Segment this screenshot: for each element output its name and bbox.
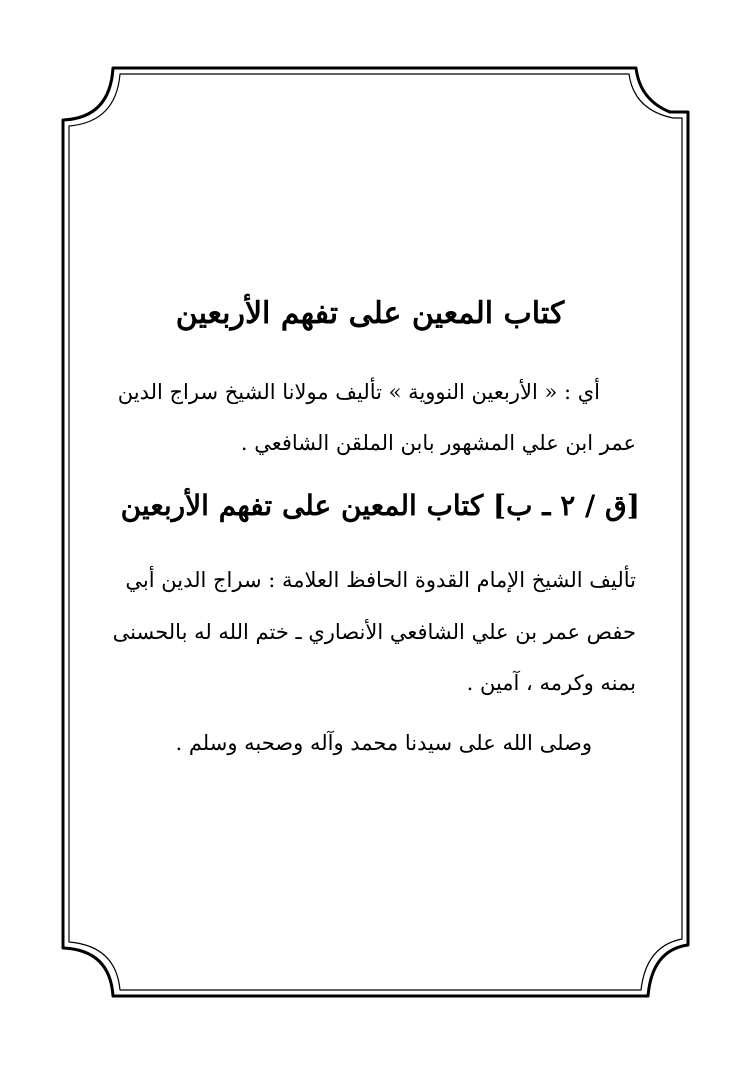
border-inner [69,74,682,990]
book-title: كتاب المعين على تفهم الأربعين [175,296,565,331]
closing-blessing: وصلى الله على سيدنا محمد وآله وصحبه وسلم . [175,731,592,755]
manuscript-subtitle: [ق / ٢ ـ ب] كتاب المعين على تفهم الأربعين [120,489,640,522]
border-outer [63,68,688,996]
paragraph-1-line-2: عمر ابن علي المشهور بابن الملقن الشافعي . [240,431,636,455]
paragraph-2-line-1: تأليف الشيخ الإمام القدوة الحافظ العلامة : سراج الدين أبي [125,568,636,592]
paragraph-1-line-1: أي : « الأربعين النووية » تأليف مولانا الشيخ سراج الدين [117,380,600,404]
paragraph-2-line-3: بمنه وكرمه ، آمين . [466,671,636,695]
paragraph-2-line-2: حفص عمر بن علي الشافعي الأنصاري ـ ختم الله له بالحسنى [112,620,636,644]
